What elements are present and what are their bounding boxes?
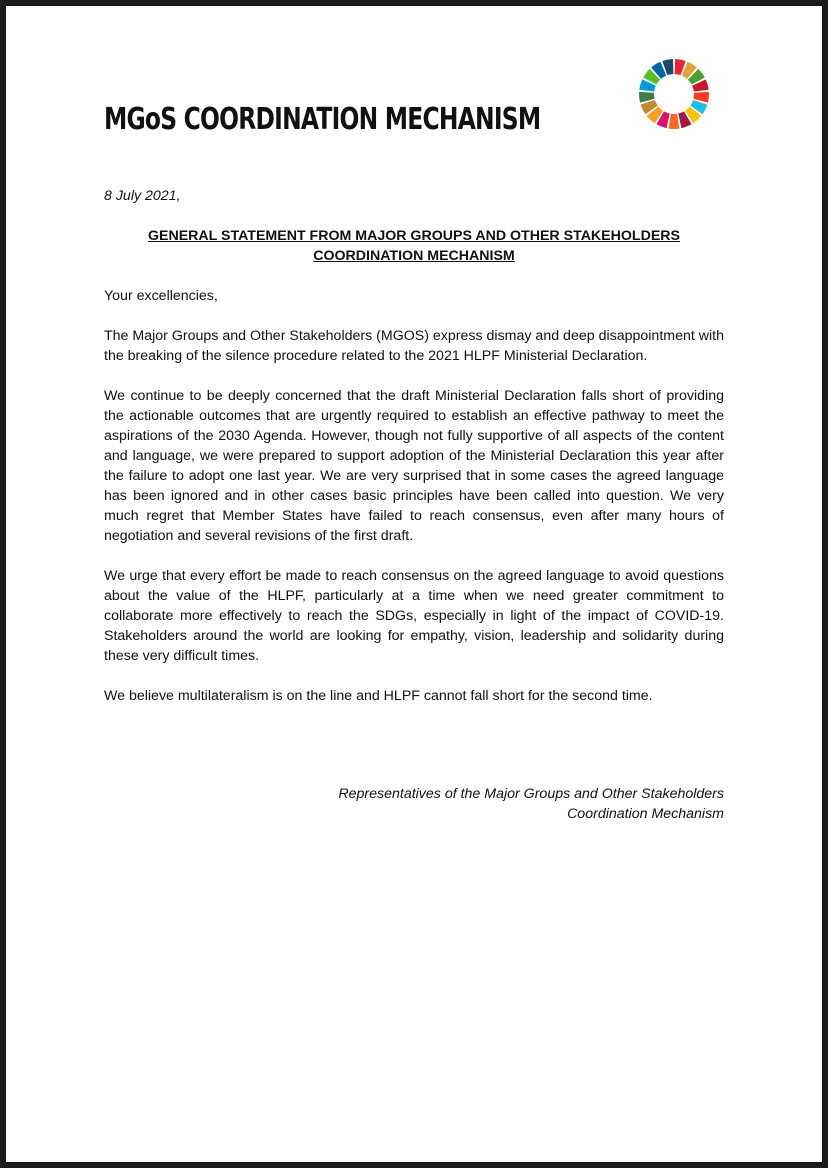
statement-heading-line-2: COORDINATION MECHANISM (313, 248, 515, 264)
statement-heading-line-1: GENERAL STATEMENT FROM MAJOR GROUPS AND OTHER STAKEHOLDERS (147, 228, 681, 244)
paragraph-1: The Major Groups and Other Stakeholders (MGOS) express dismay and deep disappointment with the breaking of the silence procedure related to the 2021 HLPF Ministerial Declaration. (104, 328, 724, 364)
paragraph-4: We believe multilateralism is on the line and HLPF cannot fall short for the second time. (104, 688, 653, 704)
signature-block (104, 784, 724, 824)
paragraph-2: We continue to be deeply concerned that the draft Ministerial Declaration falls short of providing the actionable outcomes that are urgently required to establish an effective pathway to meet the aspirations of the 2030 Agenda. However, though not fully supportive of all aspects of the content and language, we were prepared to support adoption of the Ministerial Declaration this year after the failure to adopt one last year. We are very surprised that in some cases the agreed language has been ignored and in other cases basic principles have been called into question. We very much regret that Member States have failed to reach consensus, even after many hours of negotiation and several revisions of the first draft. (104, 388, 724, 544)
signature-line-2: Coordination Mechanism (567, 806, 724, 822)
document-page (6, 6, 822, 1162)
document-date: 8 July 2021, (104, 188, 181, 204)
statement-body (104, 286, 724, 726)
sdg-color-wheel-icon (638, 58, 710, 130)
statement-heading (104, 226, 724, 266)
sdg-wheel-segment (669, 114, 680, 129)
signature-line-1: Representatives of the Major Groups and Other Stakeholders (338, 786, 724, 802)
paragraph-3: We urge that every effort be made to reach consensus on the agreed language to avoid questions about the value of the HLPF, particularly at a time when we need greater commitment to collaborate more effectively to reach the SDGs, especially in light of the impact of COVID-19. Stakeholders around the world are looking for empathy, vision, leadership and solidarity during these very difficult times. (104, 568, 724, 664)
letterhead-title: MGoS COORDINATION MECHANISM (104, 102, 541, 137)
salutation: Your excellencies, (104, 288, 218, 304)
